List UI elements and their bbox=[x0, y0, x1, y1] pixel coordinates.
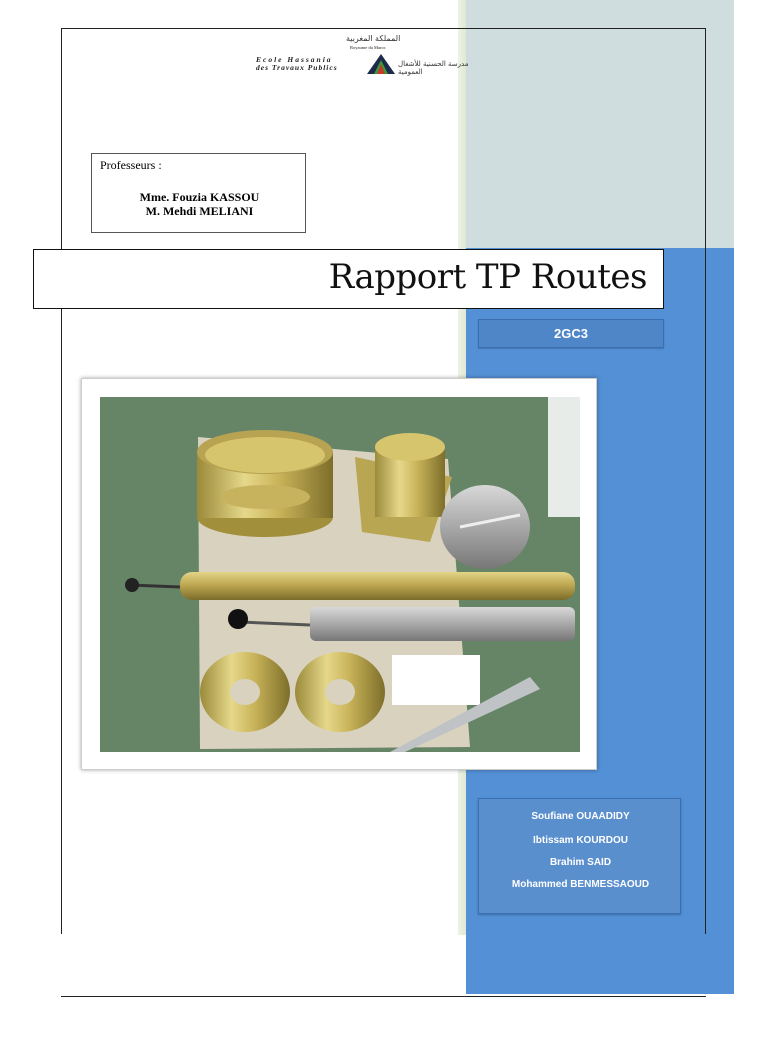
kingdom-text: Royaume du Maroc bbox=[350, 45, 386, 50]
author-name: Brahim SAID bbox=[549, 857, 612, 868]
professor-name: M. Mehdi MELIANI bbox=[145, 204, 254, 218]
author-name: Ibtissam KOURDOU bbox=[532, 835, 628, 846]
class-badge: 2GC3 bbox=[478, 319, 664, 348]
next-page-frame bbox=[61, 996, 706, 1037]
school-name-line2: des Travaux Publics bbox=[256, 63, 338, 72]
professors-label: Professeurs : bbox=[100, 158, 162, 172]
arabic-school-name: مدرسة الحسنية للأشغال العمومية bbox=[398, 60, 469, 76]
report-title: Rapport TP Routes bbox=[328, 257, 647, 297]
arabic-kingdom-text: المملكة المغربية bbox=[346, 34, 401, 43]
title-bar bbox=[33, 249, 664, 309]
equipment-photo bbox=[100, 397, 580, 752]
logo-emblem-icon bbox=[366, 52, 396, 76]
photo-frame bbox=[81, 378, 597, 770]
author-name: Mohammed BENMESSAOUD bbox=[511, 879, 650, 890]
author-name: Soufiane OUAADIDY bbox=[531, 811, 630, 822]
professors-box bbox=[91, 153, 306, 233]
professor-name: Mme. Fouzia KASSOU bbox=[139, 190, 260, 204]
authors-box bbox=[478, 798, 681, 914]
school-name-line1: Ecole Hassania bbox=[256, 55, 333, 64]
school-logo bbox=[250, 34, 470, 84]
